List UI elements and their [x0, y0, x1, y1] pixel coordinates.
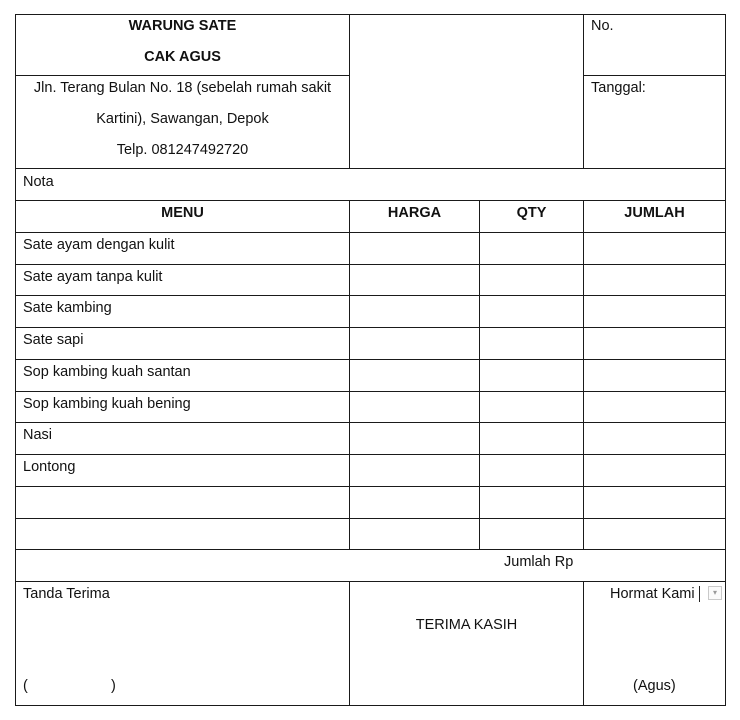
divider-row-2: [15, 295, 726, 296]
receipt-sign-close: ): [111, 678, 116, 694]
shop-address-line1: Jln. Terang Bulan No. 18 (sebelah rumah sakit: [33, 80, 332, 96]
signer-name: (Agus): [633, 678, 676, 694]
shop-address-line2: Kartini), Sawangan, Depok: [96, 111, 269, 127]
divider-row-4: [15, 359, 726, 360]
chevron-down-icon[interactable]: ▾: [708, 586, 722, 600]
divider-header-bottom: [15, 168, 726, 169]
divider-col-menu: [349, 200, 350, 550]
divider-row-6: [15, 422, 726, 423]
menu-item: Sate ayam dengan kulit: [23, 237, 175, 253]
divider-header-mid: [15, 75, 350, 76]
menu-item: Sate sapi: [23, 332, 84, 348]
divider-row-5: [15, 391, 726, 392]
column-header-qty: QTY: [516, 205, 547, 221]
date-label: Tanggal:: [591, 80, 646, 96]
divider-number-date: [583, 75, 726, 76]
divider-header-right: [583, 14, 584, 169]
menu-item: Nasi: [23, 427, 53, 443]
divider-columns-bottom: [15, 232, 726, 233]
column-header-menu: MENU: [161, 205, 204, 221]
menu-item: Sop kambing kuah bening: [23, 396, 191, 412]
menu-item: Sate kambing: [23, 300, 112, 316]
thanks-text: TERIMA KASIH: [415, 617, 518, 633]
receipt-form: [15, 14, 725, 706]
shop-name-line1: WARUNG SATE: [128, 18, 237, 34]
divider-footer-right: [583, 581, 584, 706]
divider-row-8: [15, 486, 726, 487]
border-right: [725, 14, 726, 706]
menu-item: Sate ayam tanpa kulit: [23, 269, 163, 285]
shop-name-line2: CAK AGUS: [144, 49, 221, 65]
logo-area[interactable]: [350, 15, 583, 168]
shop-phone: Telp. 081247492720: [116, 142, 249, 158]
divider-row-10: [15, 549, 726, 550]
divider-row-9: [15, 518, 726, 519]
divider-nota-bottom: [15, 200, 726, 201]
column-header-harga: HARGA: [387, 205, 442, 221]
divider-row-7: [15, 454, 726, 455]
divider-col-harga: [479, 200, 480, 550]
column-header-jumlah: JUMLAH: [624, 205, 685, 221]
divider-total-bottom: [15, 581, 726, 582]
number-label: No.: [591, 18, 614, 34]
receipt-sign-open: (: [23, 678, 28, 694]
divider-row-1: [15, 264, 726, 265]
regards-text[interactable]: Hormat Kami: [610, 586, 695, 602]
nota-label: Nota: [23, 174, 54, 190]
receipt-label: Tanda Terima: [23, 586, 110, 602]
divider-col-qty: [583, 200, 584, 550]
divider-footer-left: [349, 581, 350, 706]
menu-item: Lontong: [23, 459, 76, 475]
border-bottom: [15, 705, 726, 706]
menu-item: Sop kambing kuah santan: [23, 364, 191, 380]
total-label: Jumlah Rp: [504, 554, 574, 570]
text-cursor: [699, 586, 700, 602]
divider-row-3: [15, 327, 726, 328]
